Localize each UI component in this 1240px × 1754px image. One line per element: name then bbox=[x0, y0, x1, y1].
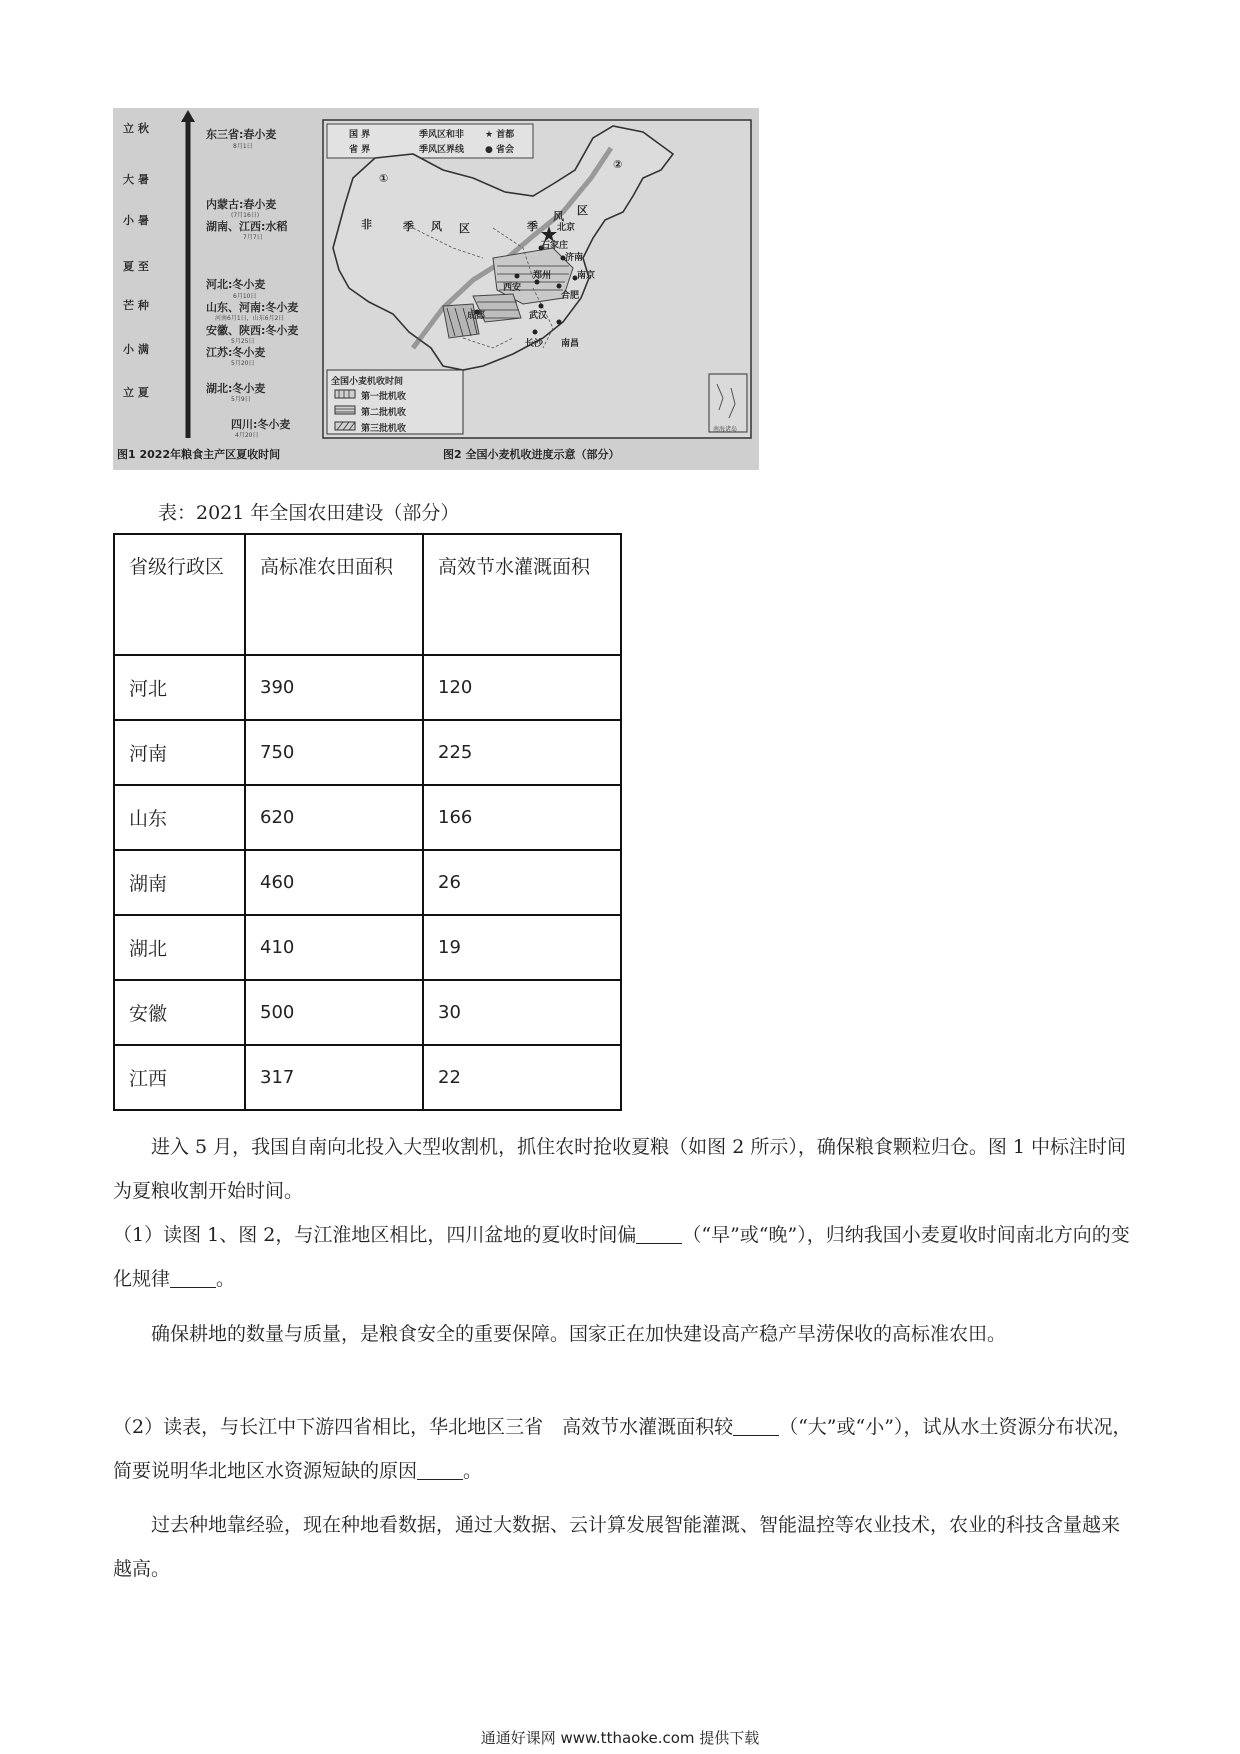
farmland-area-cell: 410 bbox=[245, 915, 423, 980]
irrigation-area-cell: 26 bbox=[423, 850, 621, 915]
farmland-paragraph: 确保耕地的数量与质量，是粮食安全的重要保障。国家正在加快建设高产稳产旱涝保收的高标准农田。 bbox=[151, 1323, 1007, 1345]
farmland-area-cell: 390 bbox=[245, 655, 423, 720]
harvest-legend-item: 第二批机收 bbox=[361, 408, 407, 418]
city-label: 合肥 bbox=[561, 291, 580, 301]
city-label: 成都 bbox=[467, 311, 486, 321]
farmland-area-cell: 750 bbox=[245, 720, 423, 785]
map-legend-label: 季风区和非 bbox=[419, 130, 465, 140]
province-cell: 湖北 bbox=[114, 915, 245, 980]
city-label: 南京 bbox=[577, 271, 596, 281]
harvest-region-label: 江苏:冬小麦 bbox=[206, 346, 266, 359]
province-cell: 山东 bbox=[114, 785, 245, 850]
irrigation-area-cell: 120 bbox=[423, 655, 621, 720]
harvest-date-label: 5月25日 bbox=[231, 338, 255, 345]
harvest-legend-item: 第三批机收 bbox=[361, 424, 407, 434]
city-label: 武汉 bbox=[529, 311, 548, 321]
harvest-date-label: (7月16日) bbox=[231, 212, 260, 219]
irrigation-area-cell: 30 bbox=[423, 980, 621, 1045]
map-legend-label: 季风区界线 bbox=[419, 145, 465, 155]
table-header-cell: 高效节水灌溉面积 bbox=[423, 534, 621, 655]
table-row bbox=[114, 785, 621, 850]
farmland-area-cell: 500 bbox=[245, 980, 423, 1045]
answer-blank bbox=[170, 1268, 216, 1288]
solar-term-label: 立 夏 bbox=[123, 386, 149, 399]
map-marker-label: ① bbox=[379, 172, 389, 185]
solar-term-label: 小 满 bbox=[123, 343, 149, 356]
map-region-label: 区 bbox=[577, 204, 588, 217]
map-marker-label: ② bbox=[613, 158, 623, 171]
solar-term-label: 芒 种 bbox=[123, 299, 149, 312]
solar-term-label: 大 暑 bbox=[123, 173, 149, 186]
province-cell: 湖南 bbox=[114, 850, 245, 915]
table-row bbox=[114, 850, 621, 915]
table-row bbox=[114, 980, 621, 1045]
city-label: 西安 bbox=[503, 283, 522, 293]
figure2-caption: 图2 全国小麦机收进度示意（部分） bbox=[443, 448, 620, 461]
question-2-part-b: （“大”或“小”），试从水土资源分布状况，简要说明华北地区水资源短缺的原因 bbox=[113, 1416, 1132, 1482]
harvest-region-label: 河北:冬小麦 bbox=[206, 278, 266, 291]
harvest-date-label: 8月1日 bbox=[233, 143, 253, 150]
city-label: 北京 bbox=[557, 223, 576, 233]
intro-paragraph: 进入 5 月，我国自南向北投入大型收割机，抓住农时抢收夏粮（如图 2 所示），确保粮食颗粒归仓。图 1 中标注时间为夏粮收割开始时间。 bbox=[113, 1136, 1127, 1202]
question-1 bbox=[113, 1213, 1133, 1301]
farmland-area-cell: 460 bbox=[245, 850, 423, 915]
farmland-area-cell: 620 bbox=[245, 785, 423, 850]
map-region-label: 季 bbox=[527, 220, 538, 233]
question-2-part-a: （2）读表，与长江中下游四省相比，华北地区三省 高效节水灌溉面积较 bbox=[113, 1416, 734, 1438]
table-title: 表：2021 年全国农田建设（部分） bbox=[158, 502, 460, 524]
table-row bbox=[114, 655, 621, 720]
city-label: 石家庄 bbox=[541, 241, 569, 251]
answer-blank bbox=[636, 1224, 682, 1244]
province-cell: 安徽 bbox=[114, 980, 245, 1045]
question-1-part-a: （1）读图 1、图 2，与江淮地区相比，四川盆地的夏收时间偏 bbox=[113, 1224, 637, 1246]
technology-paragraph: 过去种地靠经验，现在种地看数据，通过大数据、云计算发展智能灌溉、智能温控等农业技术，农业的科技含量越来越高。 bbox=[113, 1514, 1121, 1580]
table-row bbox=[114, 915, 621, 980]
map-legend-label: ★ 首都 bbox=[485, 130, 515, 140]
table-header-cell: 省级行政区 bbox=[114, 534, 245, 655]
question-2 bbox=[113, 1405, 1133, 1493]
answer-blank bbox=[733, 1416, 779, 1436]
harvest-legend-item: 第一批机收 bbox=[361, 392, 407, 402]
farmland-area-cell: 317 bbox=[245, 1045, 423, 1110]
question-1-part-b: （“早”或“晚”），归纳我国小麦夏收时间南北方向的变化规律 bbox=[113, 1224, 1130, 1290]
solar-term-label: 夏 至 bbox=[123, 260, 149, 273]
harvest-date-label: 6月10日 bbox=[233, 293, 257, 300]
figure-image bbox=[113, 108, 759, 470]
province-cell: 河北 bbox=[114, 655, 245, 720]
farmland-table bbox=[113, 533, 622, 1111]
map-legend-label: 国 界 bbox=[349, 130, 371, 140]
city-label: 济南 bbox=[565, 253, 584, 263]
solar-term-label: 立 秋 bbox=[123, 122, 149, 135]
map-region-label: 风 bbox=[431, 220, 442, 233]
city-label: 郑州 bbox=[533, 271, 552, 281]
table-header-cell: 高标准农田面积 bbox=[245, 534, 423, 655]
map-legend-label: ● 省会 bbox=[485, 145, 514, 155]
irrigation-area-cell: 166 bbox=[423, 785, 621, 850]
harvest-region-label: 湖北:冬小麦 bbox=[206, 382, 266, 395]
solar-term-label: 小 暑 bbox=[123, 214, 149, 227]
page-footer: 通通好课网 www.tthaoke.com 提供下载 bbox=[480, 1729, 760, 1747]
inset-label: 南海诸岛 bbox=[713, 426, 738, 433]
map-region-label: 区 bbox=[459, 222, 470, 235]
map-region-label: 风 bbox=[553, 210, 564, 223]
harvest-legend-title: 全国小麦机收时间 bbox=[331, 377, 404, 387]
province-cell: 江西 bbox=[114, 1045, 245, 1110]
table-row bbox=[114, 1045, 621, 1110]
map-region-label: 非 bbox=[361, 218, 372, 231]
irrigation-area-cell: 22 bbox=[423, 1045, 621, 1110]
figure1-caption: 图1 2022年粮食主产区夏收时间 bbox=[117, 448, 281, 461]
harvest-region-label: 内蒙古:春小麦 bbox=[206, 198, 277, 211]
question-1-part-c: 。 bbox=[216, 1268, 236, 1290]
harvest-date-label: 5月20日 bbox=[231, 360, 255, 367]
table-row bbox=[114, 720, 621, 785]
harvest-date-label: 7月7日 bbox=[243, 234, 263, 241]
map-legend-label: 省 界 bbox=[349, 145, 371, 155]
irrigation-area-cell: 19 bbox=[423, 915, 621, 980]
answer-blank bbox=[417, 1460, 463, 1480]
irrigation-area-cell: 225 bbox=[423, 720, 621, 785]
harvest-region-label: 湖南、江西:水稻 bbox=[206, 220, 288, 233]
question-2-part-c: 。 bbox=[463, 1460, 483, 1482]
city-label: 长沙 bbox=[525, 339, 544, 349]
harvest-region-label: 山东、河南:冬小麦 bbox=[206, 301, 299, 314]
table-header-row bbox=[114, 534, 621, 655]
harvest-date-label: 5月9日 bbox=[231, 396, 251, 403]
map-region-label: 季 bbox=[403, 220, 414, 233]
city-label: 南昌 bbox=[561, 339, 580, 349]
harvest-date-label: 河南6月1日，山东6月2日 bbox=[215, 315, 285, 322]
harvest-region-label: 四川:冬小麦 bbox=[231, 418, 291, 431]
province-cell: 河南 bbox=[114, 720, 245, 785]
harvest-date-label: 4月20日 bbox=[235, 432, 259, 439]
harvest-region-label: 东三省:春小麦 bbox=[206, 128, 277, 141]
harvest-region-label: 安徽、陕西:冬小麦 bbox=[206, 324, 299, 337]
